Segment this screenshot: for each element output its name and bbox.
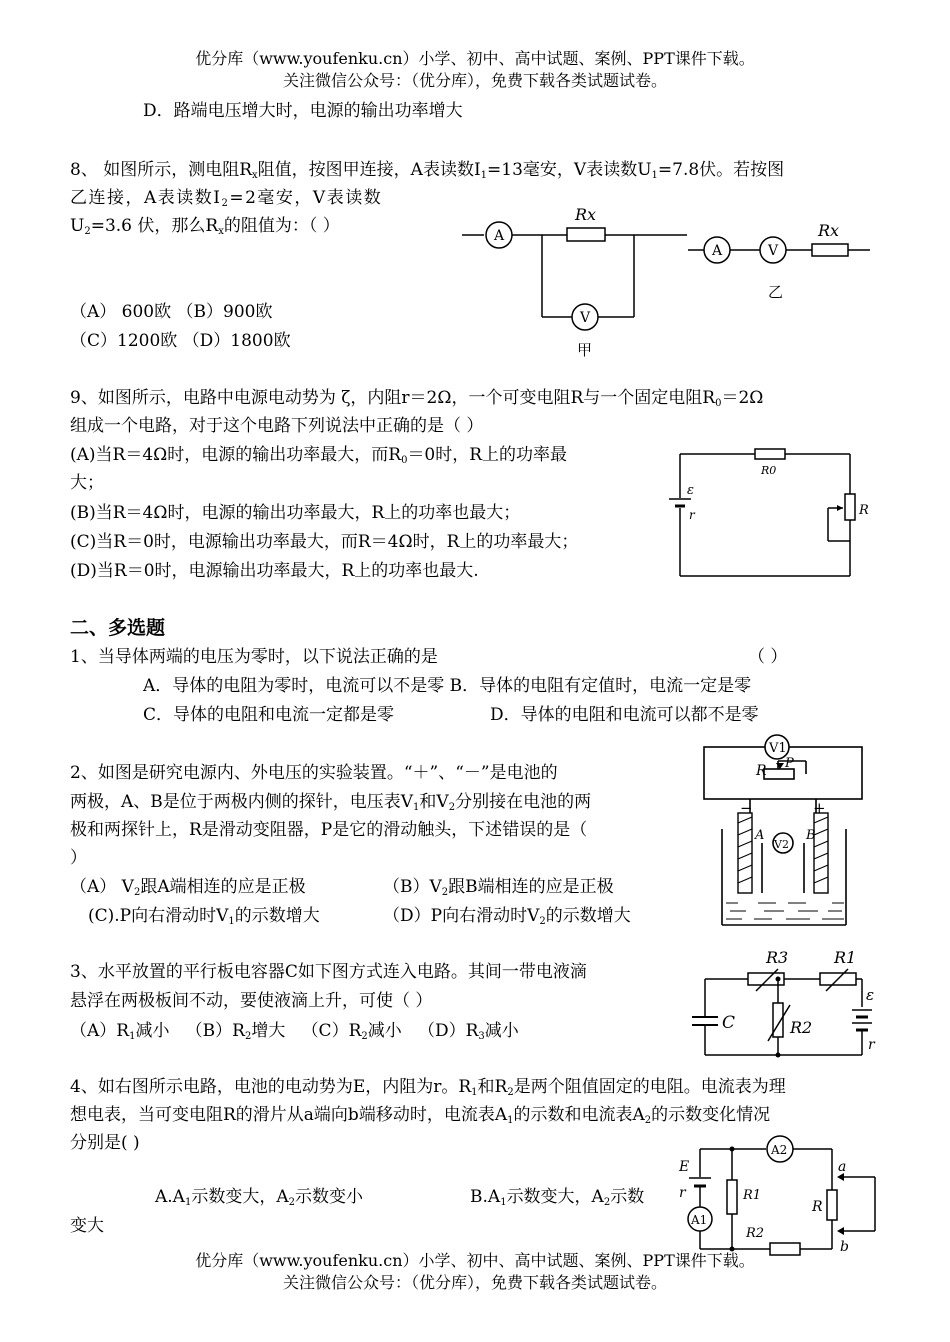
q9-circuit: [665, 448, 880, 583]
m4-stem-line-3: 分别是( ): [70, 1133, 140, 1153]
q8-circuit-jia: [462, 200, 692, 360]
voltmeter-label: V: [767, 243, 779, 259]
q8-stem-line-2: 乙连接，A表读数$I_2=2$毫安，V表读数: [70, 188, 383, 209]
m4-option-a: $A.A_1$示数变大，$A_2$示数变小: [155, 1187, 363, 1208]
m2-stem-line-3: 极和两探针上，R是滑动变阻器，P是它的滑动触头，下述错误的是（: [70, 820, 588, 840]
r0-label: R0: [761, 464, 777, 477]
a-end-label: a: [838, 1159, 847, 1175]
q8-options-ab: （A） 600欧 （B）900欧: [70, 302, 273, 322]
ammeter-label: A: [493, 228, 505, 244]
m2-stem-line-2: 两极，A、B是位于两极内侧的探针，电压表$V_1$和$V_2$分别接在电池的两: [70, 792, 592, 813]
b-end-label: b: [840, 1239, 849, 1255]
r-label: R: [859, 503, 869, 518]
e-label: E: [679, 1159, 690, 1175]
m4-circuit: [670, 1135, 890, 1260]
b-label: B: [806, 828, 816, 843]
q8-circuit-yi: [688, 222, 878, 302]
ammeter-label: A: [711, 243, 723, 259]
m4-option-b: $B.A_1$示数变大，$A_2$示数: [470, 1187, 645, 1208]
emf-label: ε: [866, 986, 875, 1004]
r3-label: R3: [766, 948, 789, 967]
voltmeter-label: V: [579, 310, 591, 326]
footer-line-2: 关注微信公众号：（优分库），免费下载各类试题试卷。: [282, 1273, 667, 1292]
fig-yi-label: 乙: [768, 283, 784, 301]
m2-stem-line-4: ）: [70, 848, 87, 868]
q9-option-b: (B)当R＝4Ω时，电源的输出功率最大，R上的功率也最大；: [70, 503, 521, 523]
m4-stem-line-1: 4、如右图所示电路，电池的电动势为E，内阻为r。$R_1$和$R_2$是两个阻值固定的电阻。电流表为理: [70, 1077, 786, 1098]
plus-label: +: [813, 799, 826, 817]
fig-jia-label: 甲: [577, 341, 593, 359]
p-label: P: [785, 756, 794, 771]
emf-label: ε: [687, 483, 694, 498]
m1-option-d: D．导体的电阻和电流可以都不是零: [490, 705, 759, 725]
minus-label: −: [740, 799, 753, 817]
m2-apparatus: [698, 733, 873, 933]
r2-label: R2: [746, 1226, 765, 1241]
q9-option-c: (C)当R＝0时，电源输出功率最大，而R＝4Ω时，R上的功率最大；: [70, 532, 579, 552]
q7-option-d: D．路端电压增大时，电源的输出功率增大: [143, 101, 463, 121]
internal-r-label: r: [689, 508, 695, 522]
q9-option-a: (A)当R＝4Ω时，电源的输出功率最大，而$R_0=0$时，R上的功率最: [70, 445, 568, 466]
m4-option-b-cont: 变大: [70, 1216, 104, 1236]
m4-stem-line-2: 想电表，当可变电阻R的滑片从a端向b端移动时，电流表$A_1$的示数和电流表$A_2$的示数变化情况: [70, 1105, 771, 1126]
m1-answer-paren: （ ）: [748, 647, 788, 667]
rx-label: Rx: [818, 221, 840, 240]
q9-option-a-cont: 大；: [70, 473, 104, 493]
q8-options-cd: （C）1200欧 （D）1800欧: [70, 331, 291, 351]
r2-label: R2: [790, 1018, 813, 1037]
c-label: C: [722, 1013, 736, 1033]
m2-option-d: （D）P向右滑动时$V_2$的示数增大: [383, 906, 631, 927]
q8-stem-line-3: $U_2=3.6$ 伏，那么$R_x$的阻值为：（ ）: [70, 216, 340, 237]
r-label: R: [756, 763, 767, 779]
rx-label: Rx: [575, 205, 597, 224]
internal-r-label: r: [679, 1185, 686, 1201]
m2-option-c: (C).P向右滑动时$V_1$的示数增大: [88, 906, 320, 927]
q9-option-d: (D)当R＝0时，电源输出功率最大，R上的功率也最大.: [70, 561, 479, 581]
section-title: 二、多选题: [70, 617, 166, 639]
m3-stem-line-2: 悬浮在两极板间不动，要使液滴上升，可使（ ）: [70, 991, 433, 1011]
m2-stem-line-1: 2、如图是研究电源内、外电压的实验装置。“＋”、“－”是电池的: [70, 763, 558, 783]
a-label: A: [755, 828, 765, 843]
m3-circuit: [690, 945, 890, 1061]
header-line-1: 优分库（www.youfenku.cn）小学、初中、高中试题、案例、PPT课件下载。: [195, 49, 755, 68]
m1-options-ab: A．导体的电阻为零时，电流可以不是零 B．导体的电阻有定值时，电流一定是零: [143, 676, 752, 696]
a1-label: A1: [691, 1213, 708, 1227]
m2-option-b: $(B)V_2$跟B端相连的应是正极: [383, 877, 614, 898]
v1-label: V1: [769, 741, 787, 756]
r1-label: R1: [834, 948, 857, 967]
m1-stem: 1、当导体两端的电压为零时，以下说法正确的是: [70, 647, 438, 667]
m1-option-c: C．导体的电阻和电流一定都是零: [143, 705, 395, 725]
r-label: R: [812, 1199, 823, 1215]
m3-options: $(A)R_1$减小 $(B)R_2$增大 $(C)R_2$减小 $(D)R_3$减小: [70, 1021, 519, 1042]
m3-stem-line-1: 3、水平放置的平行板电容器C如下图方式连入电路。其间一带电液滴: [70, 962, 587, 982]
m2-option-a: （A） $V_2$跟A端相连的应是正极: [70, 877, 306, 898]
q9-stem-line-2: 组成一个电路，对于这个电路下列说法中正确的是（ ）: [70, 416, 484, 436]
internal-r-label: r: [868, 1037, 875, 1053]
v2-label: V2: [774, 838, 789, 851]
footer-line-1: 优分库（www.youfenku.cn）小学、初中、高中试题、案例、PPT课件下载。: [195, 1251, 755, 1270]
r1-label: R1: [743, 1188, 762, 1203]
q8-stem-line-1: 8、 如图所示，测电阻$R_x$阻值，按图甲连接，A表读数$I_1=13$毫安，V表读数$U_1=7.8$伏。若按图: [70, 160, 785, 181]
q9-stem-line-1: 9、如图所示，电路中电源电动势为 ζ，内阻r＝2Ω，一个可变电阻R与一个固定电阻$R_0=2\Omega$: [70, 388, 764, 409]
a2-label: A2: [771, 1143, 788, 1157]
header-line-2: 关注微信公众号：（优分库），免费下载各类试题试卷。: [282, 71, 667, 90]
